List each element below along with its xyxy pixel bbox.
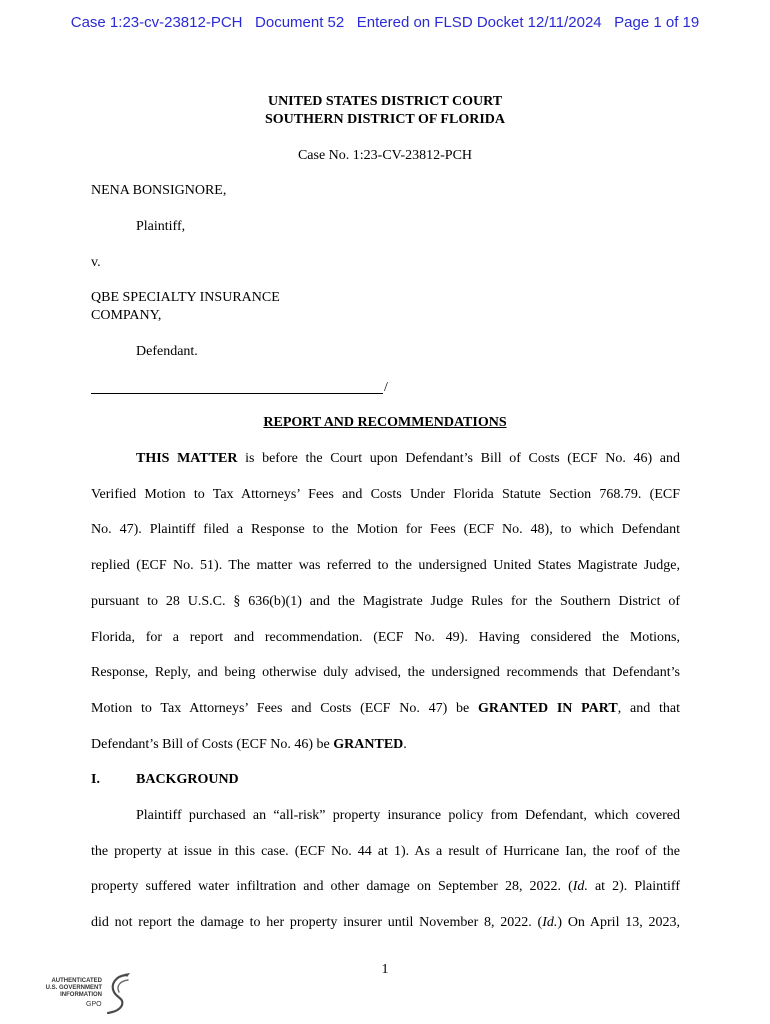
court-name-line2: SOUTHERN DISTRICT OF FLORIDA (265, 112, 505, 127)
intro-line-5: pursuant to 28 U.S.C. § 636(b)(1) and the Magistrate Judge Rules for the Southern District of (91, 594, 680, 609)
section-number: I. (91, 772, 100, 787)
intro-line-7: Response, Reply, and being otherwise duly advised, the undersigned recommends that Defendant’s (91, 665, 680, 680)
id-citation: Id. (542, 915, 558, 930)
caption-divider (91, 381, 383, 394)
document-title: REPORT AND RECOMMENDATIONS (263, 415, 507, 430)
this-matter-bold: THIS MATTER (136, 451, 238, 466)
section-heading: BACKGROUND (136, 772, 239, 787)
defendant-name-line2: COMPANY, (91, 308, 162, 323)
intro-line-9 (91, 737, 680, 753)
header-document-number: Document 52 (255, 14, 345, 31)
background-line-4-text-b: ) On April 13, 2023, (557, 915, 680, 930)
background-line-4 (91, 915, 680, 931)
intro-line-1-text: is before the Court upon Defendant’s Bill of Costs (ECF No. 46) and (237, 451, 680, 466)
plaintiff-role: Plaintiff, (136, 219, 186, 234)
background-line-3-text-a: property suffered water infiltration and other damage on September 28, 2022. ( (91, 879, 573, 894)
page-number: 1 (381, 962, 389, 977)
intro-line-3: No. 47). Plaintiff filed a Response to the Motion for Fees (ECF No. 48), to which Defendant (91, 522, 680, 537)
versus: v. (91, 255, 101, 270)
docket-header (0, 14, 770, 31)
logo-text-line1: AUTHENTICATED (51, 978, 102, 984)
header-docket-entry: Entered on FLSD Docket 12/11/2024 (356, 14, 602, 31)
intro-line-6: Florida, for a report and recommendation. (ECF No. 49). Having considered the Motions, (91, 630, 680, 645)
eagle-icon (102, 972, 132, 1016)
defendant-name-line1: QBE SPECIALTY INSURANCE (91, 290, 280, 305)
intro-line-8-text-a: Motion to Tax Attorneys’ Fees and Costs (ECF No. 47) be (91, 701, 479, 716)
logo-text-line3: INFORMATION (60, 992, 102, 998)
background-line-3-text-b: at 2). Plaintiff (587, 879, 680, 894)
id-citation: Id. (572, 879, 588, 894)
intro-line-8-text-b: , and that (617, 701, 681, 716)
intro-line-2: Verified Motion to Tax Attorneys’ Fees and Costs Under Florida Statute Section 768.79. (ECF (91, 487, 680, 502)
defendant-role: Defendant. (136, 344, 198, 359)
header-case-number: Case 1:23-cv-23812-PCH (70, 14, 243, 31)
granted-in-part-bold: GRANTED IN PART (478, 701, 618, 716)
intro-line-9-text-b: . (403, 737, 407, 752)
court-name-line1: UNITED STATES DISTRICT COURT (267, 94, 503, 109)
plaintiff-name: NENA BONSIGNORE, (91, 183, 227, 198)
background-line-2: the property at issue in this case. (ECF No. 44 at 1). As a result of Hurricane Ian, the roof of the (91, 844, 680, 859)
intro-line-9-text-a: Defendant’s Bill of Costs (ECF No. 46) be (91, 737, 334, 752)
case-number: Case No. 1:23-CV-23812-PCH (297, 148, 473, 163)
intro-line-4: replied (ECF No. 51). The matter was referred to the undersigned United States Magistrate Judge, (91, 558, 680, 573)
caption-slash: / (384, 380, 388, 395)
header-page-count: Page 1 of 19 (614, 14, 700, 31)
gpo-authentication-logo (44, 972, 134, 1018)
background-line-4-text-a: did not report the damage to her property insurer until November 8, 2022. ( (91, 915, 543, 930)
intro-line-8 (91, 701, 680, 717)
logo-text-gpo: GPO (86, 1001, 102, 1008)
logo-text-line2: U.S. GOVERNMENT (45, 985, 102, 991)
granted-bold: GRANTED (333, 737, 404, 752)
background-line-1: Plaintiff purchased an “all-risk” property insurance policy from Defendant, which covered (136, 808, 680, 823)
background-line-3 (91, 879, 680, 895)
intro-line-1 (136, 451, 680, 467)
